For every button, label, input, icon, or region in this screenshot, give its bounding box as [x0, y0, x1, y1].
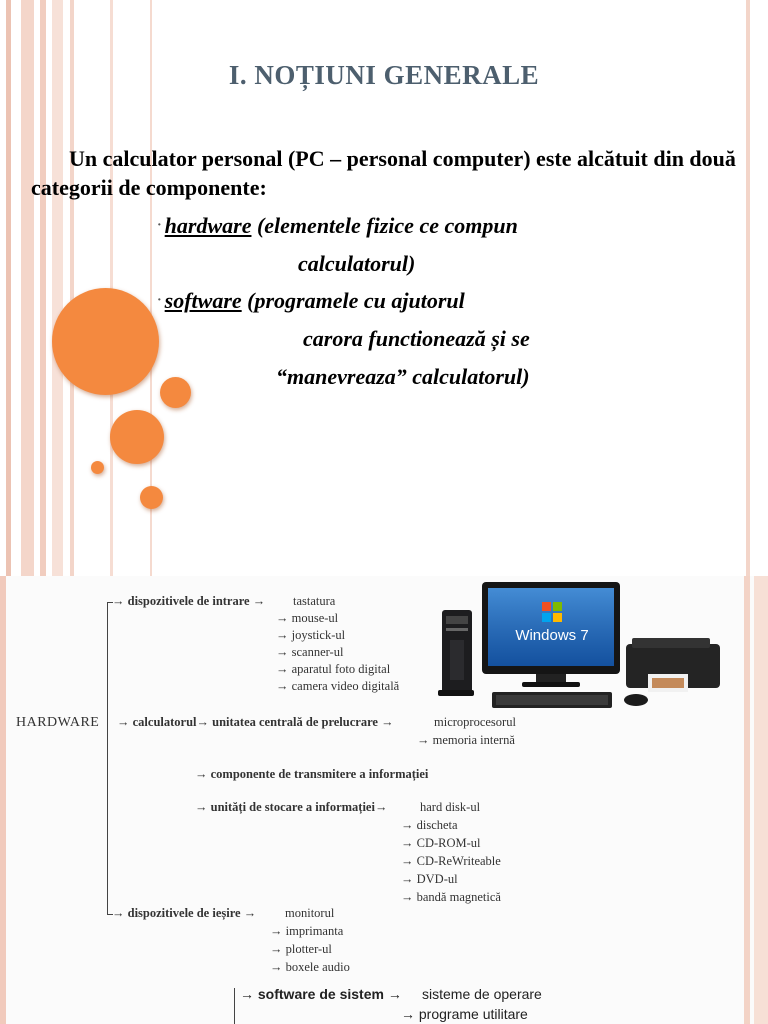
item-joystick: → joystick-ul — [276, 628, 346, 642]
item-programe-utilitare: → programe utilitare — [401, 1006, 528, 1022]
slide-title: I. NOȚIUNI GENERALE — [228, 60, 540, 90]
keyboard-icon — [492, 692, 612, 708]
label-stocare: → unități de stocare a informației→ — [195, 800, 388, 814]
bullet-hardware-line1: (elementele fizice ce compun — [251, 213, 518, 238]
bullet-software — [157, 288, 465, 314]
decor-stripe-bottom-left — [0, 576, 6, 1024]
monitor-icon — [482, 582, 620, 687]
item-sisteme-operare: sisteme de operare — [422, 986, 542, 1002]
decor-circle-large — [52, 288, 159, 395]
item-discheta: → discheta — [401, 818, 458, 832]
label-iesire: → dispozitivele de ieșire → — [112, 906, 257, 920]
mouse-icon — [624, 694, 648, 706]
decor-circle-tiny — [91, 461, 104, 474]
item-imprimanta: → imprimanta — [270, 924, 344, 938]
bullet-hardware-line2: calculatorul) — [298, 251, 416, 276]
tree-line-main — [107, 602, 108, 914]
decor-stripe-bottom-right-2 — [754, 576, 768, 1024]
item-aparat-foto: → aparatul foto digital — [276, 662, 391, 676]
label-software-sistem: → software de sistem → — [240, 986, 402, 1002]
intro-paragraph — [31, 144, 756, 202]
bullet-software-term: software — [164, 288, 242, 313]
bullet-dot-icon: · — [157, 293, 162, 308]
decor-circle-medium — [110, 410, 164, 464]
decor-circle-small-1 — [160, 377, 191, 408]
bullet-hardware — [157, 213, 518, 239]
item-monitorul: monitorul — [285, 906, 335, 920]
bullet-software-line2: carora functionează și se — [303, 326, 530, 351]
decor-stripe-bottom-right-1 — [744, 576, 750, 1024]
hardware-diagram-image — [0, 576, 768, 1024]
monitor-brand-text: Windows 7 — [515, 627, 589, 644]
intro-text: Un calculator personal (PC – personal computer) este alcătuit din două categorii de componente: — [31, 146, 736, 200]
item-boxele-audio: → boxele audio — [270, 960, 350, 974]
item-hard-disk: hard disk-ul — [420, 800, 481, 814]
bullet-software-line1: (programele cu ajutorul — [241, 288, 465, 313]
item-microprocesorul: microprocesorul — [434, 715, 516, 729]
item-cd-rw: → CD-ReWriteable — [401, 854, 501, 868]
bullet-software-line3: “manevreaza” calculatorul) — [276, 364, 530, 389]
bullet-dot-icon: · — [157, 218, 162, 233]
item-memoria-interna: → memoria internă — [417, 733, 515, 747]
item-camera-video: → camera video digitală — [276, 679, 400, 693]
computer-illustration — [436, 578, 726, 718]
decor-circle-small-2 — [140, 486, 163, 509]
label-calculatorul: → calculatorul→ unitatea centrală de prelucrare → — [117, 715, 394, 729]
item-scanner: → scanner-ul — [276, 645, 344, 659]
label-hardware-root: HARDWARE — [16, 715, 100, 730]
label-transmitere: → componente de transmitere a informației — [195, 767, 429, 781]
label-intrare: → dispozitivele de intrare → — [112, 594, 266, 608]
item-plotter: → plotter-ul — [270, 942, 332, 956]
tree-line-software — [234, 988, 235, 1024]
printer-icon — [626, 638, 720, 692]
item-mouse: → mouse-ul — [276, 611, 339, 625]
item-dvd: → DVD-ul — [401, 872, 458, 886]
item-cd-rom: → CD-ROM-ul — [401, 836, 481, 850]
item-banda-magnetica: → bandă magnetică — [401, 890, 501, 904]
bullet-hardware-term: hardware — [164, 213, 252, 238]
pc-tower-icon — [438, 610, 474, 696]
item-tastatura: tastatura — [293, 594, 336, 608]
